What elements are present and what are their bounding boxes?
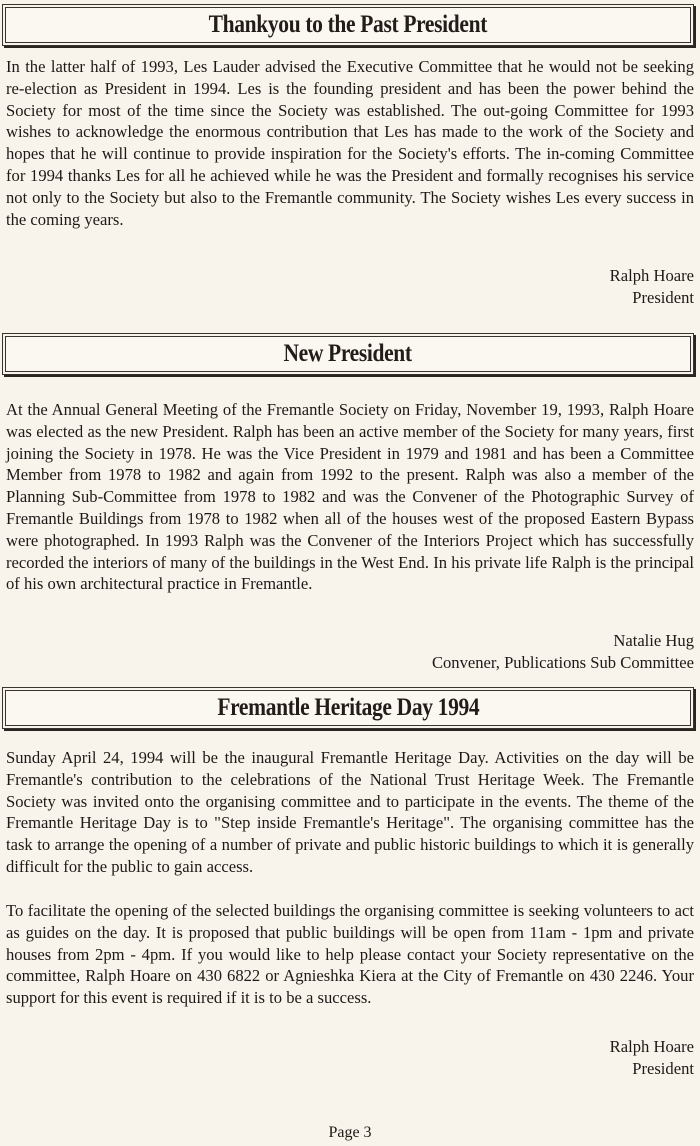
section-paragraph: In the latter half of 1993, Les Lauder advised the Executive Committee that he would not be seeking re-election as President in 1994. Les is the founding president and has been the power behind the Society for most of the time since the Society was established. The out-going Committee for 1993 wishes to acknowledge the enormous contribution that Les has made to the work of the Society and hopes that he will continue to provide inspiration for the Society's efforts. The in-coming Committee for 1994 thanks Les for all he achieved while he was the President and formally recognises his service not only to the Society but also to the Fremantle community. The Society wishes Les every success in the coming years. [6,57,694,229]
signature-block [610,265,694,309]
signature-block [432,630,694,674]
section-paragraph: At the Annual General Meeting of the Fremantle Society on Friday, November 19, 1993, Ralph Hoare was elected as the new President. Ralph has been an active member of the Society for many years, first joining the Society in 1978. He was the Vice President in 1979 and 1981 and has been a Committee Member from 1978 to 1982 and again from 1992 to the present. Ralph was also a member of the Planning Sub-Committee from 1978 to 1982 and was the Convener of the Photographic Survey of Fremantle Buildings from 1978 to 1982 when all of the houses west of the proposed Eastern Bypass were photographed. In 1993 Ralph was the Convener of the Interiors Project which has successfully recorded the interiors of many of the buildings in the West End. In his private life Ralph is the principal of his own architectural practice in Fremantle. [6,400,694,594]
signature-block [610,1036,694,1080]
section-heading-box-past-president [2,4,694,46]
section-heading: New President [283,340,413,367]
section-paragraph: To facilitate the opening of the selected buildings the organising committee is seeking volunteers to act as guides on the day. It is proposed that public buildings will be open from 11am - 1pm and private houses from 2pm - 4pm. If you would like to help please contact your Society representative on the committee, Ralph Hoare on 430 6822 or Agnieshka Kiera at the City of Fremantle on 430 2246. Your support for this event is required if it is to be a success. [6,901,694,1008]
signature-name: Ralph Hoare [609,1037,694,1056]
signature-name: Ralph Hoare [609,266,694,285]
section-paragraph: Sunday April 24, 1994 will be the inaugural Fremantle Heritage Day. Activities on the day will be Fremantle's contribution to the celebrations of the National Trust Heritage Week. The Fremantle Society was invited onto the organising committee and to participate in the events. The theme of the Fremantle Heritage Day is to "Step inside Fremantle's Heritage". The organising committee has the task to arrange the opening of a number of private and public historic buildings to which it is generally difficult for the public to gain access. [6,748,694,876]
section-heading-box-new-president [2,333,694,375]
page-number: Page 3 [328,1124,372,1141]
signature-title: President [632,1059,694,1078]
section-heading: Thankyou to the Past President [208,11,488,38]
section-heading-box-heritage-day [2,687,694,729]
section-heading: Fremantle Heritage Day 1994 [217,694,479,721]
signature-title: President [632,288,694,307]
signature-name: Natalie Hug [613,631,694,650]
signature-title: Convener, Publications Sub Committee [431,653,694,672]
